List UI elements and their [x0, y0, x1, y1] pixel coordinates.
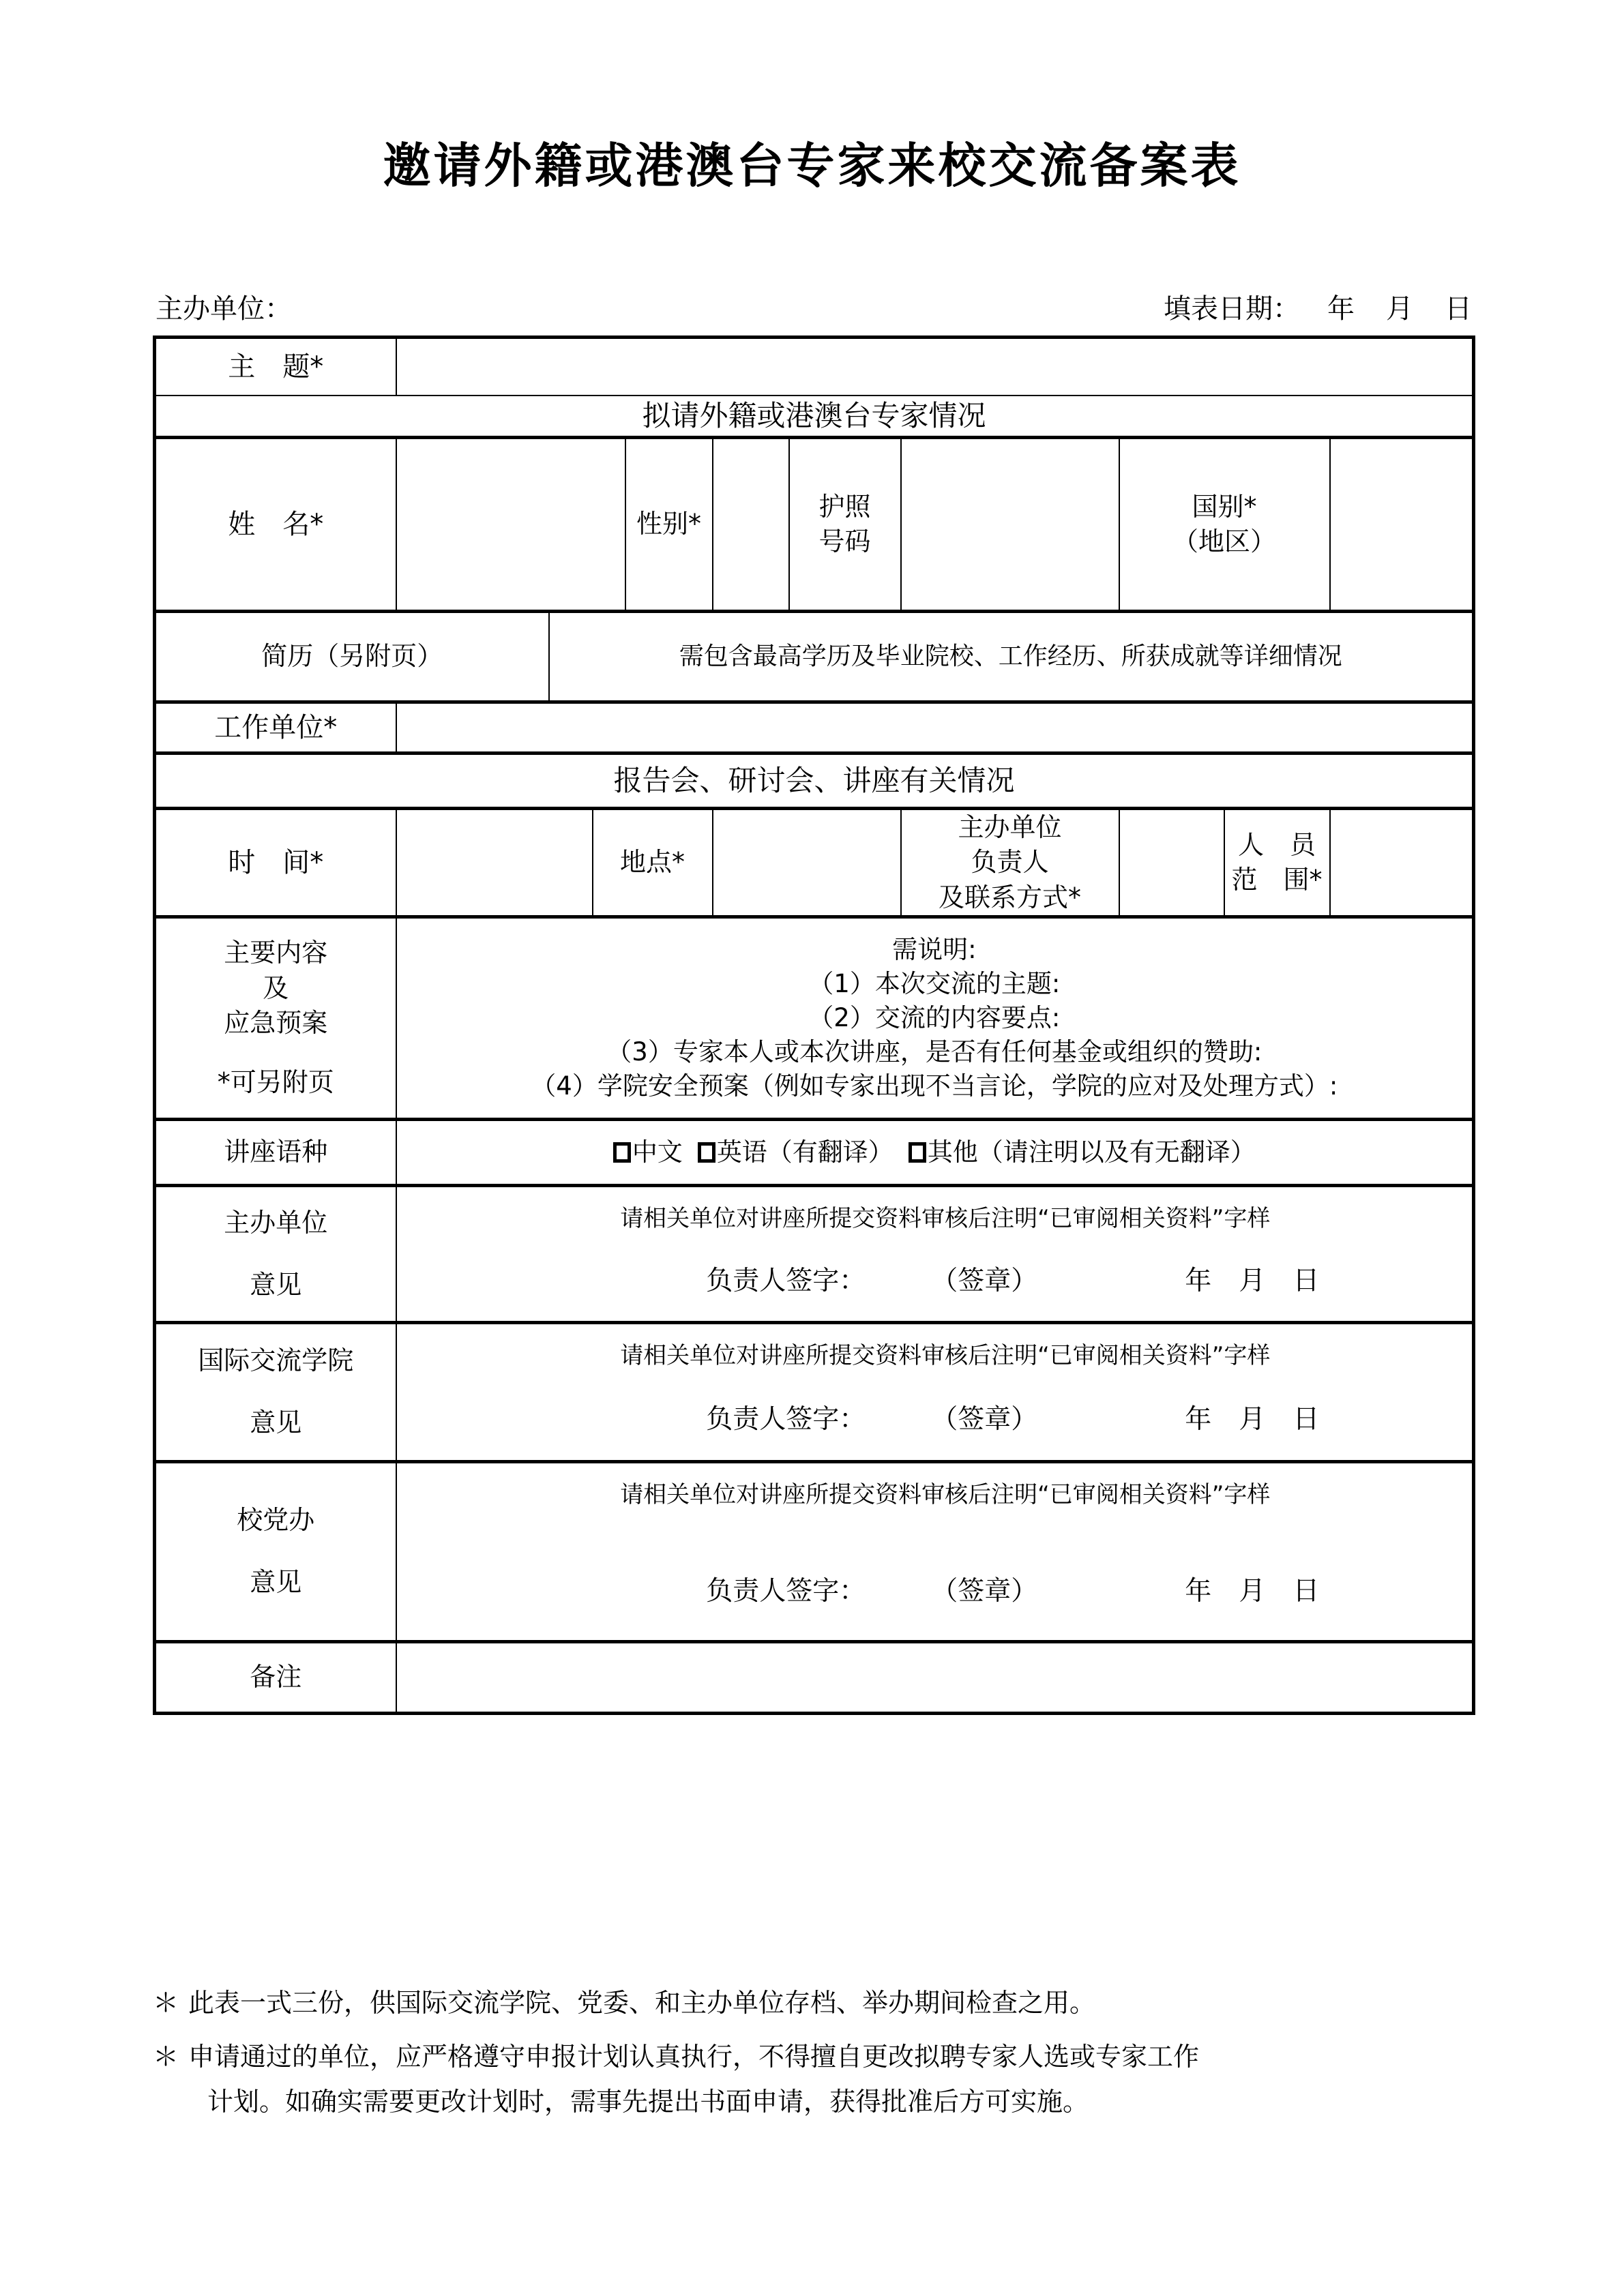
international-month-label: 月	[1239, 1403, 1266, 1435]
fill-date-field	[1164, 290, 1472, 328]
main-content-label	[156, 936, 396, 1100]
international-year-label: 年	[1185, 1403, 1212, 1435]
work-unit-value-cell[interactable]	[396, 702, 1474, 754]
audience-label-cell	[1224, 809, 1330, 917]
organizer-opinion-label-line1: 主办单位	[224, 1207, 328, 1238]
organizer-opinion-label-line2: 意见	[250, 1269, 302, 1300]
contact-value-cell[interactable]	[1119, 809, 1224, 917]
row-main-content	[155, 916, 1474, 1119]
resume-label: 简历（另附页）	[261, 641, 443, 672]
main-content-item-2: （2）交流的内容要点:	[808, 1002, 1061, 1032]
audience-label	[1225, 828, 1329, 898]
remarks-value-cell[interactable]	[396, 1641, 1474, 1713]
expert-section-header-cell	[155, 396, 1474, 438]
day-label: 日	[1445, 293, 1472, 325]
main-content-item-3: （3）专家本人或本次讲座，是否有任何基金或组织的赞助:	[606, 1037, 1263, 1067]
main-content-label-line2: 及	[263, 972, 289, 1003]
row-remarks	[155, 1641, 1474, 1713]
checkbox-chinese-icon[interactable]	[613, 1142, 631, 1163]
row-event-section-header	[155, 754, 1474, 809]
main-content-label-cell	[155, 916, 396, 1119]
country-label-line2: （地区）	[1172, 526, 1276, 556]
organizer-signature-label: 负责人签字：	[706, 1265, 866, 1296]
party-office-opinion-label-cell	[155, 1461, 396, 1641]
topic-label: 主 题*	[228, 351, 324, 383]
checkbox-english-icon[interactable]	[698, 1142, 715, 1163]
record-form-table	[153, 336, 1475, 1715]
party-office-year-label: 年	[1185, 1575, 1212, 1607]
row-resume	[155, 612, 1474, 702]
remarks-label-cell	[155, 1641, 396, 1713]
checkbox-other-icon[interactable]	[909, 1142, 926, 1163]
row-expert-identity	[155, 438, 1474, 612]
name-label-cell	[155, 438, 396, 612]
language-label: 讲座语种	[224, 1137, 328, 1167]
row-organizer-opinion	[155, 1185, 1474, 1322]
footnote-2-text-line1: 申请通过的单位，应严格遵守申报计划认真执行，不得擅自更改拟聘专家人选或专家工作	[188, 2042, 1200, 2072]
contact-label-line2: 负责人	[971, 847, 1049, 878]
page-title: 邀请外籍或港澳台专家来校交流备案表	[383, 138, 1241, 194]
international-opinion-value-cell[interactable]	[396, 1322, 1474, 1461]
passport-label-line2: 号码	[818, 526, 871, 556]
organizer-opinion-inner	[397, 1189, 1473, 1320]
passport-label	[790, 490, 900, 560]
footnote-1-text: 此表一式三份，供国际交流学院、党委、和主办单位存档、举办期间检查之用。	[188, 1988, 1096, 2018]
main-content-item-4: （4）学院安全预案（例如专家出现不当言论，学院的应对及处理方式）:	[531, 1071, 1338, 1101]
party-office-opinion-label-line1: 校党办	[237, 1505, 315, 1536]
row-language	[155, 1119, 1474, 1185]
contact-label-line1: 主办单位	[958, 812, 1062, 842]
topic-value-cell[interactable]	[396, 338, 1474, 396]
party-office-opinion-note: 请相关单位对讲座所提交资料审核后注明“已审阅相关资料”字样	[620, 1480, 1271, 1508]
row-work-unit	[155, 702, 1474, 754]
organizer-seal-label: （签章）	[931, 1265, 1038, 1296]
expert-section-header: 拟请外籍或港澳台专家情况	[642, 398, 986, 432]
main-content-note: 需说明:	[892, 935, 977, 965]
organizer-day-label: 日	[1293, 1265, 1320, 1296]
organizer-opinion-note: 请相关单位对讲座所提交资料审核后注明“已审阅相关资料”字样	[620, 1204, 1271, 1232]
party-office-day-label: 日	[1293, 1575, 1320, 1607]
organizer-month-label: 月	[1239, 1265, 1266, 1296]
language-options-cell[interactable]	[396, 1119, 1474, 1185]
party-office-opinion-value-cell[interactable]	[396, 1461, 1474, 1641]
gender-label-cell	[625, 438, 713, 612]
country-label-cell	[1119, 438, 1330, 612]
contact-label	[902, 810, 1119, 915]
organizer-signature-line	[397, 1264, 1473, 1300]
footnote-2	[153, 2035, 1490, 2124]
gender-value-cell[interactable]	[713, 438, 789, 612]
place-value-cell[interactable]	[713, 809, 901, 917]
footnote-1	[153, 1981, 1490, 2025]
international-opinion-label-line1: 国际交流学院	[198, 1345, 354, 1376]
international-opinion-label-line2: 意见	[250, 1407, 302, 1438]
language-label-cell	[155, 1119, 396, 1185]
international-day-label: 日	[1293, 1403, 1320, 1435]
contact-label-cell	[901, 809, 1119, 917]
footnote-1-star: ＊	[153, 1988, 179, 2018]
row-expert-section-header	[155, 396, 1474, 438]
organizer-opinion-label-cell	[155, 1185, 396, 1322]
row-party-office-opinion	[155, 1461, 1474, 1641]
main-content-label-line3: 应急预案	[224, 1007, 328, 1038]
event-section-header-cell	[155, 754, 1474, 809]
passport-label-line1: 护照	[818, 491, 871, 522]
passport-label-cell	[789, 438, 901, 612]
row-international-opinion	[155, 1322, 1474, 1461]
international-opinion-note: 请相关单位对讲座所提交资料审核后注明“已审阅相关资料”字样	[620, 1341, 1271, 1369]
contact-label-line3: 及联系方式*	[938, 882, 1081, 912]
resume-hint: 需包含最高学历及毕业院校、工作经历、所获成就等详细情况	[679, 642, 1342, 670]
resume-label-cell	[155, 612, 549, 702]
international-opinion-inner	[397, 1326, 1473, 1459]
event-section-header: 报告会、研讨会、讲座有关情况	[613, 763, 1015, 797]
party-office-month-label: 月	[1239, 1575, 1266, 1607]
main-content-label-line1: 主要内容	[224, 938, 328, 968]
name-value-cell[interactable]	[396, 438, 625, 612]
party-office-signature-line	[397, 1574, 1473, 1610]
main-content-label-line4: *可另附页	[217, 1067, 334, 1098]
work-unit-label: 工作单位*	[214, 712, 338, 743]
row-topic	[155, 338, 1474, 396]
party-office-seal-label: （签章）	[931, 1575, 1038, 1607]
time-value-cell[interactable]	[396, 809, 593, 917]
work-unit-label-cell	[155, 702, 396, 754]
meta-header	[153, 290, 1472, 328]
main-content-item-1: （1）本次交流的主题:	[808, 968, 1061, 998]
footnote-2-star: ＊	[153, 2042, 179, 2072]
country-label	[1120, 490, 1329, 560]
fill-date-label: 填表日期：	[1164, 293, 1300, 325]
party-office-opinion-label-line2: 意见	[250, 1567, 302, 1598]
passport-value-cell[interactable]	[901, 438, 1119, 612]
international-opinion-label-cell	[155, 1322, 396, 1461]
gender-label: 性别*	[636, 509, 701, 539]
country-label-line1: 国别*	[1192, 491, 1257, 522]
international-seal-label: （签章）	[931, 1403, 1038, 1435]
audience-label-line1: 人 员	[1237, 829, 1316, 860]
topic-label-cell	[155, 338, 396, 396]
place-label: 地点*	[619, 847, 685, 878]
footnote-2-text-line2: 计划。如确实需要更改计划时，需事先提出书面申请，获得批准后方可实施。	[207, 2086, 1089, 2117]
organizer-opinion-label	[156, 1206, 396, 1303]
party-office-opinion-label	[156, 1503, 396, 1600]
party-office-signature-label: 负责人签字：	[706, 1575, 866, 1607]
language-option-other: 其他（请注明以及有无翻译）	[927, 1137, 1256, 1167]
time-label-cell	[155, 809, 396, 917]
international-signature-line	[397, 1402, 1473, 1438]
language-option-chinese: 中文	[632, 1137, 683, 1167]
footnotes	[153, 1981, 1490, 2134]
year-label: 年	[1327, 293, 1355, 325]
time-label: 时 间*	[228, 846, 324, 878]
organizer-opinion-value-cell[interactable]	[396, 1185, 1474, 1322]
organizer-field-label: 主办单位：	[156, 293, 292, 325]
audience-value-cell[interactable]	[1330, 809, 1474, 917]
main-content-value-cell[interactable]	[396, 916, 1474, 1119]
resume-hint-cell[interactable]	[549, 612, 1474, 702]
row-event-details	[155, 809, 1474, 917]
month-label: 月	[1386, 293, 1413, 325]
party-office-opinion-inner	[397, 1465, 1473, 1639]
country-value-cell[interactable]	[1330, 438, 1474, 612]
international-opinion-label	[156, 1343, 396, 1441]
remarks-label: 备注	[250, 1662, 302, 1693]
name-label: 姓 名*	[228, 509, 324, 540]
international-signature-label: 负责人签字：	[706, 1403, 866, 1435]
language-option-english: 英语（有翻译）	[716, 1137, 894, 1167]
audience-label-line2: 范 围*	[1231, 864, 1323, 895]
organizer-year-label: 年	[1185, 1265, 1212, 1296]
place-label-cell	[593, 809, 713, 917]
